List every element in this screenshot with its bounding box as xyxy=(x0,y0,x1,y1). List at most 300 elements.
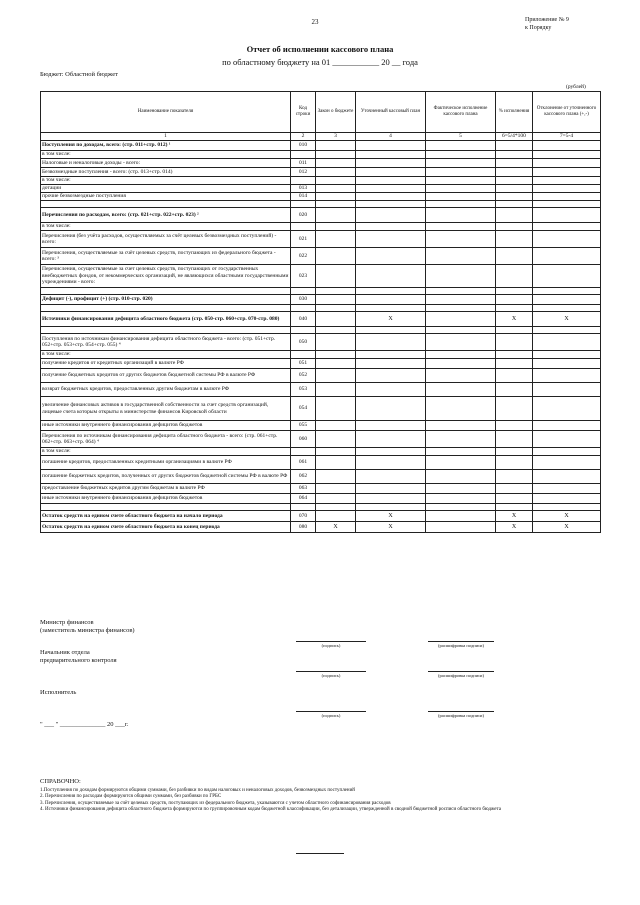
table-row xyxy=(41,177,601,185)
table-header-row xyxy=(41,92,601,133)
row-actual-cell xyxy=(426,359,496,369)
row-code-cell: 022 xyxy=(291,248,316,265)
header-name: Наименование показателя xyxy=(41,92,291,133)
row-percent-cell xyxy=(496,231,533,248)
row-code-cell xyxy=(291,327,316,334)
row-plan-cell xyxy=(356,177,426,185)
row-percent-cell xyxy=(496,141,533,151)
row-deviation-cell xyxy=(533,265,601,288)
row-plan-cell xyxy=(356,359,426,369)
row-plan-cell: X xyxy=(356,312,426,327)
row-plan-cell xyxy=(356,351,426,359)
row-deviation-cell xyxy=(533,327,601,334)
row-name-cell: Поступления по источникам финансирования дефицита областного бюджета - всего: (стр. 051+стр. 052+стр. 053+стр. 054+стр. 055) ⁴ xyxy=(41,334,291,351)
row-code-cell: 020 xyxy=(291,208,316,223)
table-row xyxy=(41,470,601,484)
row-actual-cell xyxy=(426,484,496,494)
row-percent-cell xyxy=(496,470,533,484)
row-plan-cell xyxy=(356,223,426,231)
row-percent-cell xyxy=(496,295,533,305)
row-actual-cell xyxy=(426,295,496,305)
table-row xyxy=(41,494,601,504)
row-name-cell xyxy=(41,504,291,511)
row-deviation-cell xyxy=(533,431,601,448)
notes-section xyxy=(40,779,605,814)
bottom-divider xyxy=(296,853,344,854)
row-law-cell xyxy=(316,351,356,359)
row-percent-cell xyxy=(496,305,533,312)
row-plan-cell xyxy=(356,193,426,201)
row-name-cell: дотации xyxy=(41,185,291,193)
row-deviation-cell xyxy=(533,484,601,494)
table-row xyxy=(41,312,601,327)
note-item: 4. Источники финансирования дефицита областного бюджета формируются по группировочным кодам бюджетной классификации, без детализации, утвержденной в сводной бюджетной росписи областного бюджета xyxy=(40,807,501,812)
signature-role: Исполнитель xyxy=(40,689,77,696)
row-plan-cell: X xyxy=(356,522,426,533)
appendix-line-1: Приложение № 9 xyxy=(525,17,569,23)
row-actual-cell xyxy=(426,193,496,201)
row-plan-cell xyxy=(356,504,426,511)
index-cell: 7=5-4 xyxy=(533,133,601,141)
header-percent: % исполнения xyxy=(496,92,533,133)
row-law-cell xyxy=(316,431,356,448)
row-law-cell xyxy=(316,312,356,327)
row-deviation-cell xyxy=(533,383,601,397)
row-name-cell: Налоговые и неналоговые доходы - всего: xyxy=(41,159,291,168)
table-row xyxy=(41,421,601,431)
notes-header: СПРАВОЧНО: xyxy=(40,778,81,785)
row-plan-cell xyxy=(356,327,426,334)
row-deviation-cell: X xyxy=(533,522,601,533)
row-code-cell: 052 xyxy=(291,369,316,383)
row-percent-cell: X xyxy=(496,511,533,522)
row-name-cell: Остаток средств на едином счете областного бюджета на начало периода xyxy=(41,511,291,522)
table-row xyxy=(41,295,601,305)
row-percent-cell xyxy=(496,168,533,177)
row-deviation-cell xyxy=(533,193,601,201)
row-law-cell xyxy=(316,223,356,231)
row-percent-cell xyxy=(496,177,533,185)
row-percent-cell xyxy=(496,504,533,511)
appendix-line-2: к Порядку xyxy=(525,25,552,31)
row-plan-cell: X xyxy=(356,511,426,522)
row-percent-cell xyxy=(496,448,533,456)
row-actual-cell xyxy=(426,504,496,511)
row-name-cell: Перечисления (без учёта расходов, осуществляемых за счёт целевых безвозмездных поступлений) - всего: xyxy=(41,231,291,248)
row-law-cell xyxy=(316,201,356,208)
row-actual-cell xyxy=(426,141,496,151)
signature-role: Министр финансов xyxy=(40,619,94,626)
table-row xyxy=(41,351,601,359)
table-row xyxy=(41,248,601,265)
row-actual-cell xyxy=(426,159,496,168)
row-actual-cell xyxy=(426,383,496,397)
signature-caption: (подпись) xyxy=(321,643,341,648)
row-name-cell xyxy=(41,305,291,312)
row-law-cell xyxy=(316,288,356,295)
row-plan-cell xyxy=(356,470,426,484)
row-percent-cell xyxy=(496,201,533,208)
row-plan-cell xyxy=(356,168,426,177)
row-actual-cell xyxy=(426,470,496,484)
row-deviation-cell xyxy=(533,397,601,421)
row-percent-cell xyxy=(496,456,533,470)
note-item: 2. Перечисления по расходам формируются общими суммами, без разбивки по ГРБС xyxy=(40,794,222,799)
row-code-cell xyxy=(291,448,316,456)
row-name-cell: возврат бюджетных кредитов, предоставленных другим бюджетам в валюте РФ xyxy=(41,383,291,397)
row-name-cell: Источники финансирования дефицита областного бюджета (стр. 050-стр. 060+стр. 070-стр. 080) xyxy=(41,312,291,327)
row-actual-cell xyxy=(426,231,496,248)
row-actual-cell xyxy=(426,168,496,177)
row-code-cell xyxy=(291,305,316,312)
row-code-cell xyxy=(291,151,316,159)
signature-label xyxy=(40,689,76,697)
row-code-cell: 040 xyxy=(291,312,316,327)
row-law-cell xyxy=(316,456,356,470)
table-row xyxy=(41,141,601,151)
table-row xyxy=(41,383,601,397)
row-deviation-cell xyxy=(533,470,601,484)
row-deviation-cell xyxy=(533,208,601,223)
row-percent-cell: X xyxy=(496,522,533,533)
row-actual-cell xyxy=(426,151,496,159)
row-plan-cell xyxy=(356,421,426,431)
note-item: 3. Перечисления, осуществляемые за счёт целевых средств, поступающих из федерального бюджета, указываются с учетом областного софинансирования расходов xyxy=(40,800,391,806)
row-law-cell xyxy=(316,383,356,397)
row-code-cell: 050 xyxy=(291,334,316,351)
row-deviation-cell xyxy=(533,334,601,351)
row-law-cell xyxy=(316,397,356,421)
row-law-cell xyxy=(316,494,356,504)
row-code-cell xyxy=(291,223,316,231)
row-plan-cell xyxy=(356,369,426,383)
row-code-cell: 051 xyxy=(291,359,316,369)
row-actual-cell xyxy=(426,334,496,351)
page-number: 23 xyxy=(311,18,319,26)
row-name-cell: получение кредитов от кредитных организаций в валюте РФ xyxy=(41,359,291,369)
row-actual-cell xyxy=(426,351,496,359)
index-cell: 2 xyxy=(291,133,316,141)
row-deviation-cell: X xyxy=(533,511,601,522)
signature-line[interactable] xyxy=(296,711,366,712)
row-plan-cell xyxy=(356,448,426,456)
signature-caption: (расшифровка подписи) xyxy=(438,673,484,678)
row-law-cell xyxy=(316,470,356,484)
row-law-cell xyxy=(316,141,356,151)
table-row xyxy=(41,431,601,448)
row-code-cell: 023 xyxy=(291,265,316,288)
row-deviation-cell xyxy=(533,494,601,504)
appendix-note xyxy=(525,16,569,32)
header-law: Закон о бюджете xyxy=(316,92,356,133)
row-name-cell: увеличение финансовых активов в государственной собственности за счет средств организаций, лицевые счета которым открыты в министерстве финансов Кировской области xyxy=(41,397,291,421)
table-row xyxy=(41,359,601,369)
row-deviation-cell xyxy=(533,177,601,185)
row-code-cell xyxy=(291,201,316,208)
row-name-cell: Перечисления, осуществляемые за счет целевых средств, поступающих от государственных внебюджетных фондов, от некоммерческих организаций, не являющихся областными государственными учреждениями - всего: xyxy=(41,265,291,288)
row-actual-cell xyxy=(426,177,496,185)
row-plan-cell xyxy=(356,185,426,193)
header-actual: Фактическое исполнение кассового плана xyxy=(426,92,496,133)
table-row xyxy=(41,201,601,208)
index-cell: 3 xyxy=(316,133,356,141)
row-percent-cell xyxy=(496,208,533,223)
row-actual-cell xyxy=(426,312,496,327)
row-law-cell xyxy=(316,231,356,248)
row-plan-cell xyxy=(356,151,426,159)
row-deviation-cell xyxy=(533,248,601,265)
signature-role-detail: (заместитель министра финансов) xyxy=(40,627,135,634)
table-row xyxy=(41,159,601,168)
row-plan-cell xyxy=(356,231,426,248)
row-percent-cell xyxy=(496,397,533,421)
row-deviation-cell xyxy=(533,359,601,369)
row-law-cell xyxy=(316,177,356,185)
table-row xyxy=(41,484,601,494)
row-plan-cell xyxy=(356,431,426,448)
signature-name-line[interactable] xyxy=(428,671,494,672)
row-actual-cell xyxy=(426,208,496,223)
row-actual-cell xyxy=(426,305,496,312)
row-code-cell: 030 xyxy=(291,295,316,305)
table-row xyxy=(41,511,601,522)
row-law-cell xyxy=(316,448,356,456)
row-deviation-cell xyxy=(533,151,601,159)
row-code-cell xyxy=(291,504,316,511)
document-title: Отчет об исполнении кассового плана xyxy=(246,44,394,54)
index-cell: 5 xyxy=(426,133,496,141)
signature-caption: (расшифровка подписи) xyxy=(438,713,484,718)
row-deviation-cell xyxy=(533,295,601,305)
row-percent-cell xyxy=(496,223,533,231)
row-plan-cell xyxy=(356,456,426,470)
signature-role: Начальник отдела xyxy=(40,649,90,656)
row-plan-cell xyxy=(356,484,426,494)
row-plan-cell xyxy=(356,288,426,295)
report-table xyxy=(40,91,601,533)
table-row xyxy=(41,456,601,470)
row-plan-cell xyxy=(356,248,426,265)
row-name-cell: погашение бюджетных кредитов, полученных от других бюджетов бюджетной системы РФ в валюте РФ xyxy=(41,470,291,484)
budget-label: Бюджет: Областной бюджет xyxy=(40,71,118,78)
row-deviation-cell xyxy=(533,185,601,193)
row-percent-cell xyxy=(496,421,533,431)
row-deviation-cell xyxy=(533,305,601,312)
row-plan-cell xyxy=(356,397,426,421)
row-law-cell xyxy=(316,248,356,265)
table-row xyxy=(41,193,601,201)
row-code-cell: 062 xyxy=(291,470,316,484)
row-code-cell: 054 xyxy=(291,397,316,421)
row-percent-cell xyxy=(496,494,533,504)
row-name-cell: в том числе: xyxy=(41,151,291,159)
table-row xyxy=(41,327,601,334)
row-name-cell: прочие безвозмездные поступления xyxy=(41,193,291,201)
row-name-cell: погашение кредитов, предоставленных кредитными организациями в валюте РФ xyxy=(41,456,291,470)
row-name-cell: Остаток средств на едином счете областного бюджета на конец периода xyxy=(41,522,291,533)
row-law-cell xyxy=(316,359,356,369)
signature-name-line[interactable] xyxy=(428,711,494,712)
row-actual-cell xyxy=(426,522,496,533)
row-actual-cell xyxy=(426,397,496,421)
signature-label xyxy=(40,649,117,665)
row-percent-cell xyxy=(496,383,533,397)
table-row xyxy=(41,369,601,383)
row-name-cell xyxy=(41,327,291,334)
row-code-cell: 063 xyxy=(291,484,316,494)
header-deviation: Отклонение от уточненного кассового плана (+,-) xyxy=(533,92,601,133)
signature-caption: (расшифровка подписи) xyxy=(438,643,484,648)
row-deviation-cell xyxy=(533,159,601,168)
row-percent-cell xyxy=(496,185,533,193)
row-code-cell: 053 xyxy=(291,383,316,397)
index-cell: 6=5/4*100 xyxy=(496,133,533,141)
row-law-cell xyxy=(316,369,356,383)
row-percent-cell: X xyxy=(496,312,533,327)
row-name-cell: в том числе: xyxy=(41,351,291,359)
signature-line[interactable] xyxy=(296,641,366,642)
document-subtitle: по областному бюджету на 01 ___________ 20 __ года xyxy=(222,57,418,67)
row-percent-cell xyxy=(496,265,533,288)
row-actual-cell xyxy=(426,201,496,208)
row-percent-cell xyxy=(496,159,533,168)
unit-label: (рублей) xyxy=(566,84,586,90)
row-percent-cell xyxy=(496,359,533,369)
index-cell: 4 xyxy=(356,133,426,141)
row-percent-cell xyxy=(496,327,533,334)
row-deviation-cell xyxy=(533,223,601,231)
row-actual-cell xyxy=(426,494,496,504)
row-name-cell: Перечисления, осуществляемые за счёт целевых средств, поступающих из федерального бюджета - всего: ³ xyxy=(41,248,291,265)
row-deviation-cell xyxy=(533,369,601,383)
row-name-cell: Перечисления по источникам финансирования дефицита областного бюджета - всего: (стр. 061+стр. 062+стр. 063+стр. 064) ⁴ xyxy=(41,431,291,448)
row-plan-cell xyxy=(356,141,426,151)
table-row xyxy=(41,334,601,351)
table-row xyxy=(41,448,601,456)
row-deviation-cell xyxy=(533,288,601,295)
table-row xyxy=(41,288,601,295)
row-law-cell xyxy=(316,151,356,159)
row-name-cell: Безвозмездные поступления - всего: (стр. 013+стр. 014) xyxy=(41,168,291,177)
row-law-cell xyxy=(316,168,356,177)
header-plan: Уточненный кассовый план xyxy=(356,92,426,133)
row-percent-cell xyxy=(496,369,533,383)
row-deviation-cell xyxy=(533,421,601,431)
table-row xyxy=(41,397,601,421)
row-name-cell: иные источники внутреннего финансирования дефицитов бюджетов xyxy=(41,421,291,431)
table-row xyxy=(41,208,601,223)
index-cell: 1 xyxy=(41,133,291,141)
signature-name-line[interactable] xyxy=(428,641,494,642)
table-row xyxy=(41,168,601,177)
row-percent-cell xyxy=(496,288,533,295)
row-law-cell xyxy=(316,295,356,305)
row-code-cell: 013 xyxy=(291,185,316,193)
row-percent-cell xyxy=(496,248,533,265)
row-code-cell: 061 xyxy=(291,456,316,470)
signature-line[interactable] xyxy=(296,671,366,672)
row-name-cell: Перечисления по расходам, всего: (стр. 021+стр. 022+стр. 023) ² xyxy=(41,208,291,223)
row-code-cell xyxy=(291,177,316,185)
row-name-cell xyxy=(41,201,291,208)
table-body xyxy=(41,141,601,533)
row-plan-cell xyxy=(356,159,426,168)
row-actual-cell xyxy=(426,327,496,334)
row-plan-cell xyxy=(356,494,426,504)
row-plan-cell xyxy=(356,305,426,312)
row-percent-cell xyxy=(496,431,533,448)
row-code-cell: 012 xyxy=(291,168,316,177)
row-percent-cell xyxy=(496,334,533,351)
table-row xyxy=(41,522,601,533)
row-law-cell xyxy=(316,334,356,351)
signature-caption: (подпись) xyxy=(321,713,341,718)
row-deviation-cell xyxy=(533,448,601,456)
table-row xyxy=(41,504,601,511)
row-code-cell xyxy=(291,288,316,295)
row-name-cell: Дефицит (-), профицит (+) (стр. 010-стр. 020) xyxy=(41,295,291,305)
row-percent-cell xyxy=(496,193,533,201)
row-deviation-cell xyxy=(533,504,601,511)
row-actual-cell xyxy=(426,448,496,456)
table-row xyxy=(41,223,601,231)
signature-role-detail: предварительного контроля xyxy=(40,657,117,664)
row-actual-cell xyxy=(426,288,496,295)
row-name-cell xyxy=(41,288,291,295)
row-actual-cell xyxy=(426,431,496,448)
row-deviation-cell xyxy=(533,141,601,151)
row-actual-cell xyxy=(426,511,496,522)
row-name-cell: в том числе: xyxy=(41,177,291,185)
row-code-cell: 070 xyxy=(291,511,316,522)
row-law-cell xyxy=(316,159,356,168)
row-name-cell: получение бюджетных кредитов от других бюджетов бюджетной системы РФ в валюте РФ xyxy=(41,369,291,383)
row-actual-cell xyxy=(426,369,496,383)
row-actual-cell xyxy=(426,421,496,431)
row-law-cell xyxy=(316,193,356,201)
row-code-cell: 011 xyxy=(291,159,316,168)
row-plan-cell xyxy=(356,383,426,397)
row-code-cell: 055 xyxy=(291,421,316,431)
row-name-cell: Поступления по доходам, всего: (стр. 011+стр. 012) ¹ xyxy=(41,141,291,151)
row-percent-cell xyxy=(496,484,533,494)
row-deviation-cell xyxy=(533,168,601,177)
table-row xyxy=(41,231,601,248)
signature-label xyxy=(40,619,135,635)
header-code: Код строки xyxy=(291,92,316,133)
row-law-cell xyxy=(316,421,356,431)
row-code-cell: 021 xyxy=(291,231,316,248)
table-row xyxy=(41,185,601,193)
row-percent-cell xyxy=(496,351,533,359)
row-deviation-cell xyxy=(533,201,601,208)
table-row xyxy=(41,151,601,159)
row-plan-cell xyxy=(356,201,426,208)
row-law-cell xyxy=(316,511,356,522)
row-plan-cell xyxy=(356,295,426,305)
row-law-cell xyxy=(316,265,356,288)
row-actual-cell xyxy=(426,265,496,288)
row-actual-cell xyxy=(426,223,496,231)
row-code-cell: 064 xyxy=(291,494,316,504)
row-plan-cell xyxy=(356,265,426,288)
row-name-cell: предоставление бюджетных кредитов другим бюджетам в валюте РФ xyxy=(41,484,291,494)
note-item: 1.Поступления по доходам формируются общими суммами, без разбивки по видам налоговых и неналоговых доходов, безвозмездных поступлений xyxy=(40,787,355,793)
row-deviation-cell xyxy=(533,351,601,359)
row-name-cell: в том числе: xyxy=(41,448,291,456)
row-code-cell: 014 xyxy=(291,193,316,201)
row-law-cell xyxy=(316,484,356,494)
